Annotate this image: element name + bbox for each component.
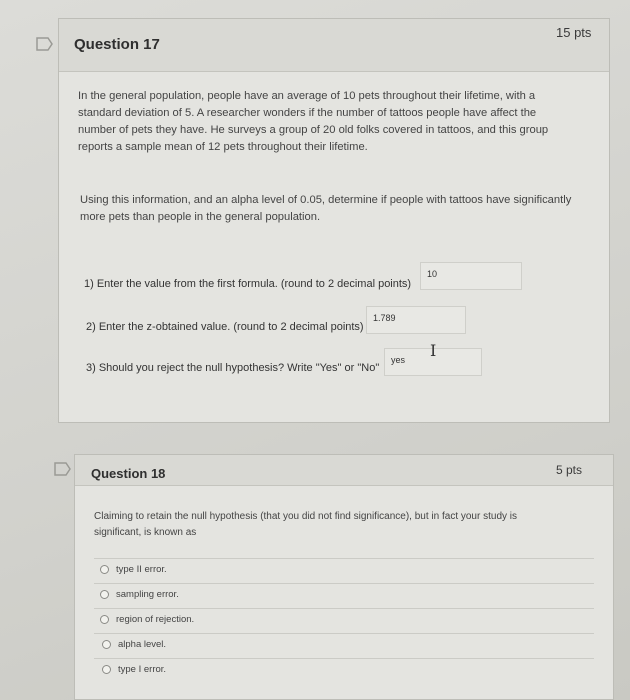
subquestion-3-input[interactable]: yes (384, 348, 482, 376)
flag-icon[interactable] (54, 462, 72, 476)
radio-button[interactable] (102, 665, 111, 674)
option-divider (94, 608, 594, 609)
question-17-title: Question 17 (74, 36, 160, 53)
option-divider (94, 583, 594, 584)
radio-button[interactable] (100, 590, 109, 599)
radio-button[interactable] (100, 565, 109, 574)
question-18-points: 5 pts (556, 463, 583, 477)
subquestion-2-input[interactable]: 1.789 (366, 306, 466, 334)
question-17-text: In the general population, people have an average of 10 pets throughout their lifetime, with a standard deviation of 5. A researcher wonders if the number of tattoos people have affect the number of pets they have. He surveys a group of 20 old folks covered in tattoos, and this group reports a sample mean of 12 pets throughout their lifetime. (78, 90, 549, 153)
subquestion-3-label: 3) Should you reject the null hypothesis? Write "Yes" or "No" (86, 362, 380, 374)
subquestion-1-input[interactable]: 10 (420, 262, 522, 290)
question-17-points: 15 pts (556, 25, 592, 40)
option-type-ii-error[interactable]: type II error. (100, 564, 167, 575)
question-18-title: Question 18 (91, 466, 166, 481)
option-alpha-level[interactable]: alpha level. (102, 639, 166, 650)
radio-button[interactable] (102, 640, 111, 649)
option-divider (94, 633, 594, 634)
subquestion-2-label: 2) Enter the z-obtained value. (round to 2 decimal points) (86, 321, 364, 333)
radio-button[interactable] (100, 615, 109, 624)
text-cursor-icon: I (430, 341, 437, 360)
flag-icon[interactable] (36, 37, 54, 51)
option-divider (94, 558, 594, 559)
option-sampling-error[interactable]: sampling error. (100, 589, 179, 600)
question-17-instructions: Using this information, and an alpha level of 0.05, determine if people with tattoos have significantly more pets than people in the general population. (80, 194, 572, 223)
question-18-prompt: Claiming to retain the null hypothesis (that you did not find significance), but in fact your study is significant, is known as (94, 511, 518, 538)
subquestion-1-label: 1) Enter the value from the first formula. (round to 2 decimal points) (84, 278, 412, 290)
option-region-of-rejection[interactable]: region of rejection. (100, 614, 194, 625)
option-divider (94, 658, 594, 659)
option-type-i-error[interactable]: type I error. (102, 664, 166, 675)
